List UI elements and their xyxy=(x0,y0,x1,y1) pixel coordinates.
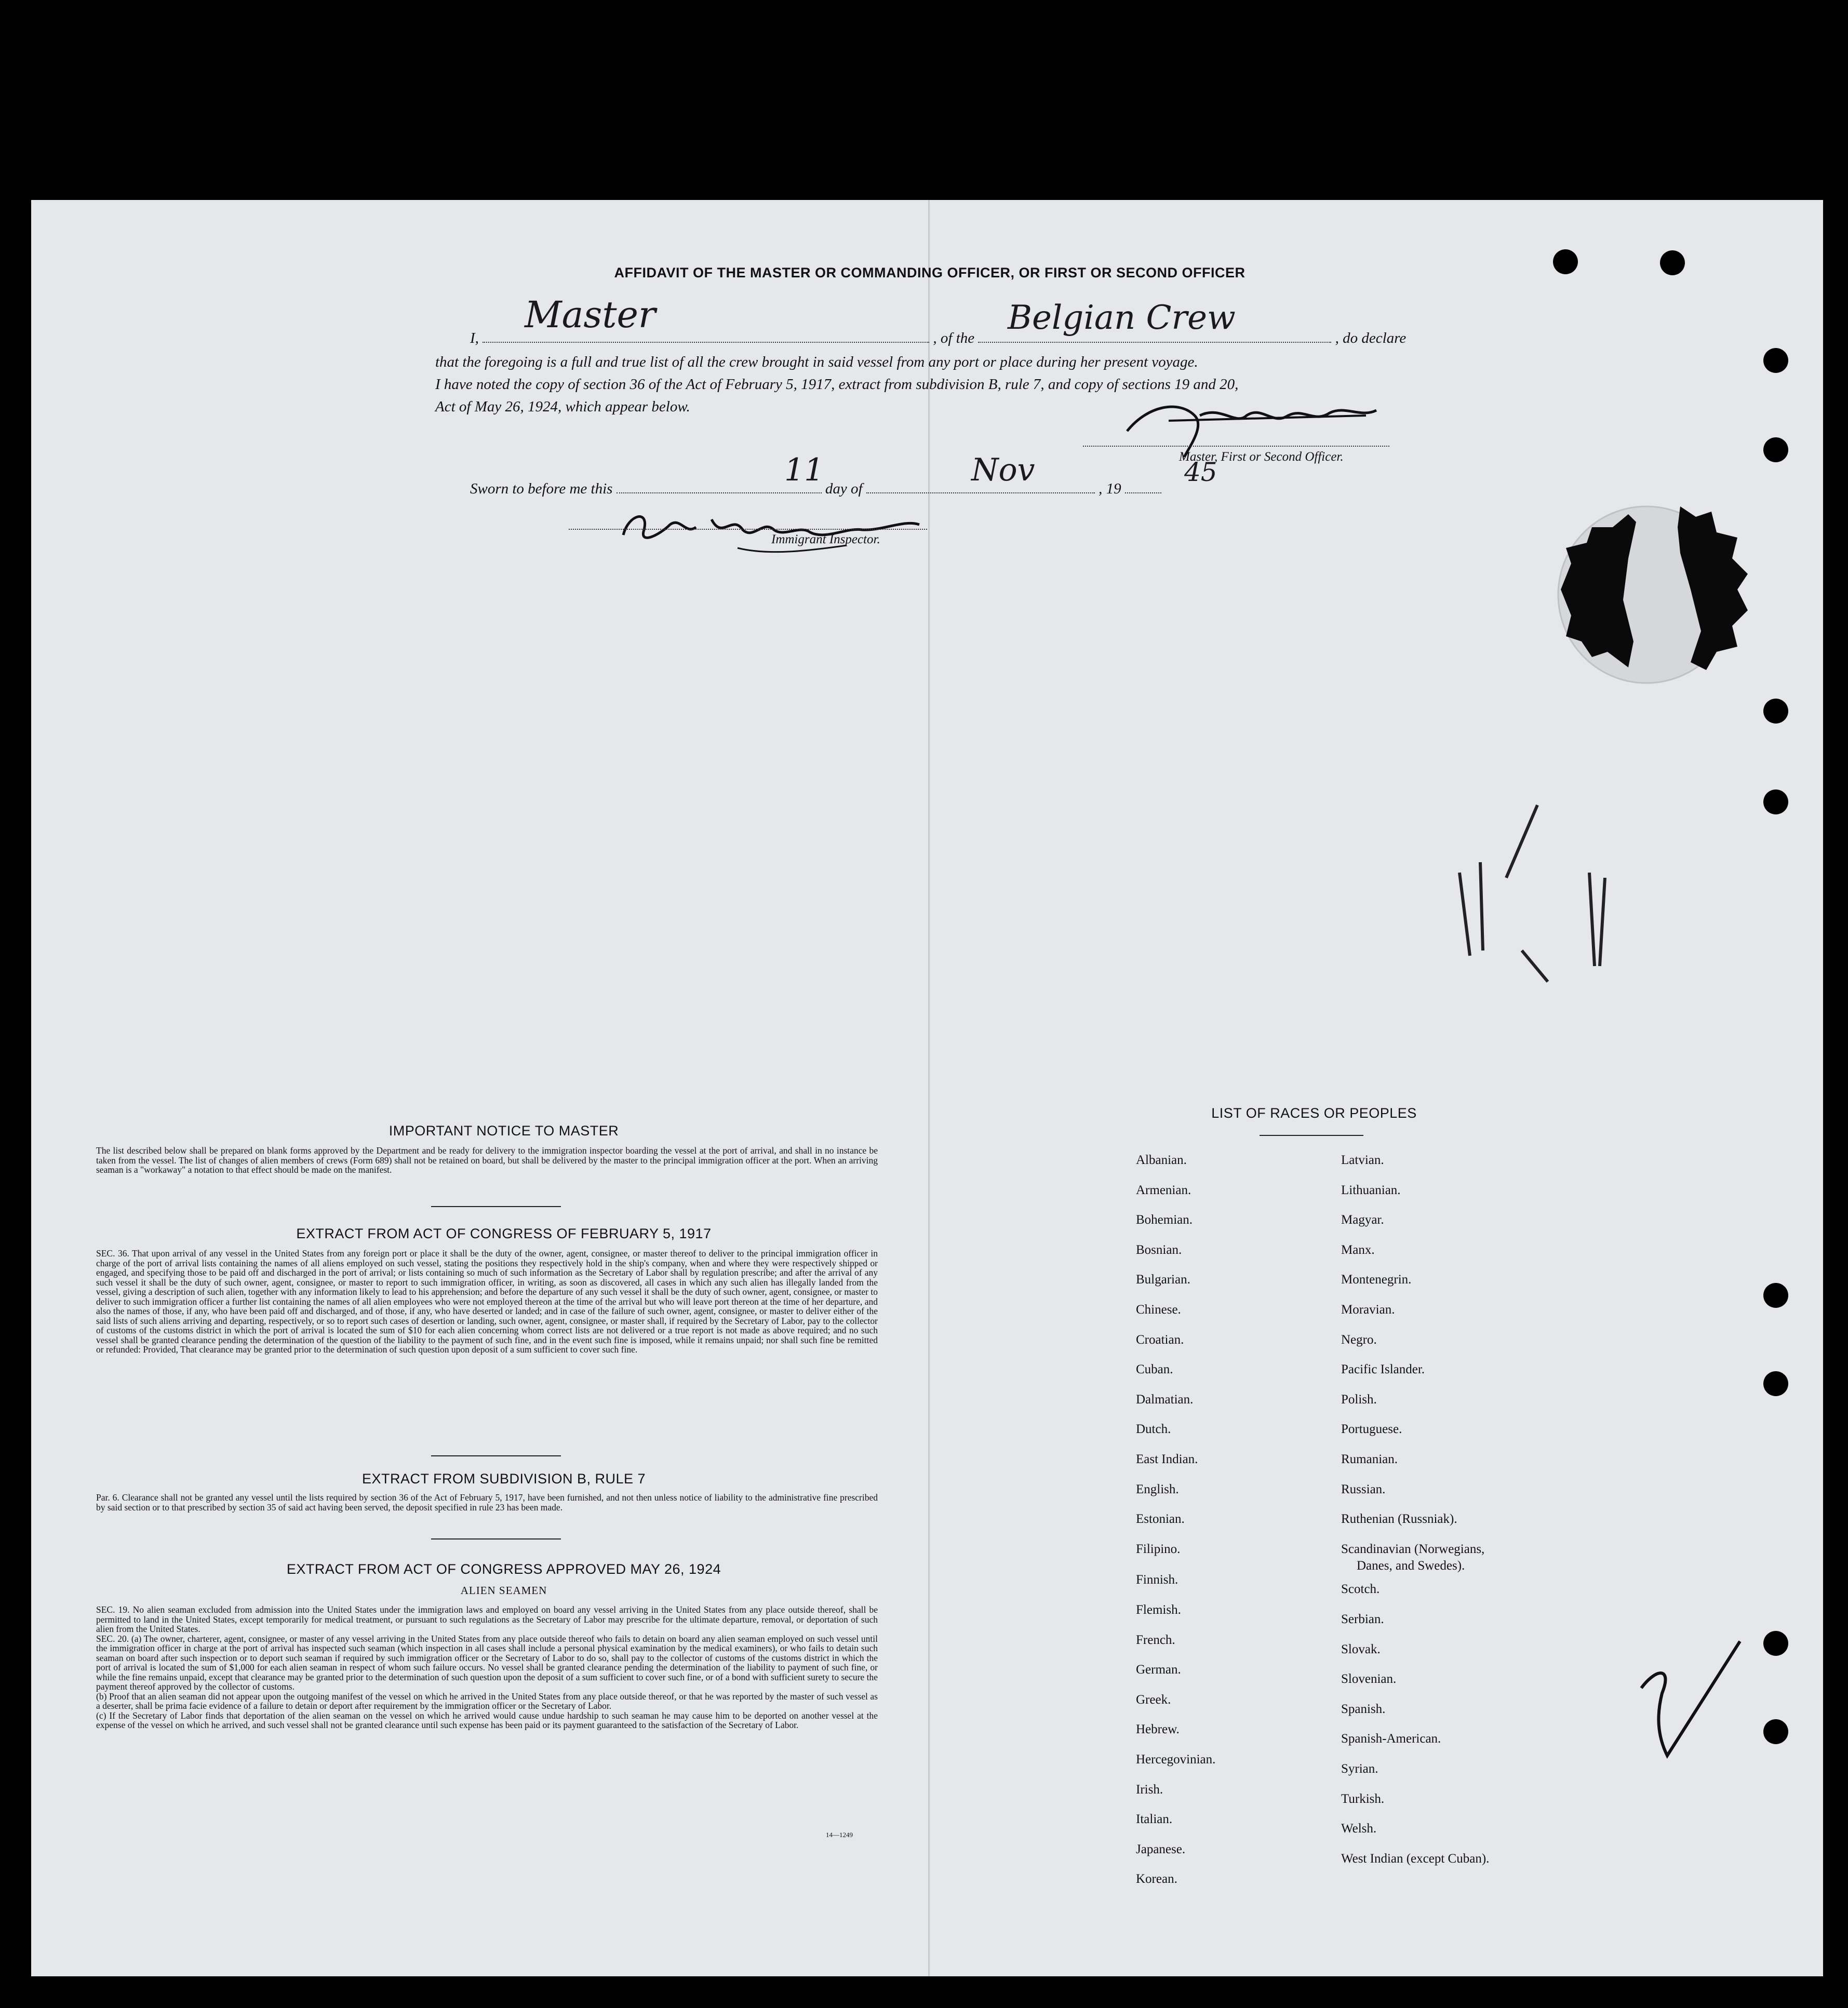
race-item: Serbian. xyxy=(1341,1612,1384,1626)
race-item: Lithuanian. xyxy=(1341,1183,1401,1197)
race-item: Albanian. xyxy=(1136,1153,1187,1167)
race-item: Spanish-American. xyxy=(1341,1732,1441,1746)
race-item: Greek. xyxy=(1136,1692,1171,1707)
race-item: Chinese. xyxy=(1136,1303,1181,1317)
race-item: German. xyxy=(1136,1663,1181,1677)
day-of-label: day of xyxy=(825,480,863,497)
embossed-seal xyxy=(1550,486,1758,704)
extract-1924-subtitle: ALIEN SEAMEN xyxy=(460,1584,547,1597)
of-the-label: , of the xyxy=(933,330,975,346)
i-label: I, xyxy=(470,330,479,346)
race-item: Armenian. xyxy=(1136,1183,1191,1197)
punch-hole xyxy=(1763,1371,1788,1396)
race-item: Welsh. xyxy=(1341,1822,1377,1836)
race-item: Dutch. xyxy=(1136,1422,1171,1437)
form-number: 14—1249 xyxy=(826,1831,853,1839)
divider xyxy=(431,1206,561,1207)
race-item: Hebrew. xyxy=(1136,1722,1180,1737)
race-item: Spanish. xyxy=(1341,1702,1386,1716)
handwritten-master: Master xyxy=(525,293,656,336)
notice-title: IMPORTANT NOTICE TO MASTER xyxy=(389,1123,619,1139)
punch-hole xyxy=(1553,249,1578,274)
punch-hole xyxy=(1763,1631,1788,1656)
divider xyxy=(431,1538,561,1540)
extract-1917-title: EXTRACT FROM ACT OF CONGRESS OF FEBRUARY 5, 1917 xyxy=(296,1226,712,1241)
race-item: Bosnian. xyxy=(1136,1242,1182,1257)
extract-1924-title: EXTRACT FROM ACT OF CONGRESS APPROVED MAY 26, 1924 xyxy=(286,1561,721,1577)
race-item: Japanese. xyxy=(1136,1842,1186,1856)
inspector-signature-line xyxy=(569,529,927,530)
sec-19-text: SEC. 19. No alien seaman excluded from admission into the United States under the immigration laws and employed on board any vessel arriving in the United States from any place outside thereof, shall be permitted to land in the United States, except temporarily for medical treatment, or pursuant to such regulations as the Secretary of Labor may prescribe for the ultimate departure, removal, or deportation of such alien from the United States. xyxy=(96,1604,878,1634)
race-item: French. xyxy=(1136,1632,1175,1647)
race-item: Cuban. xyxy=(1136,1362,1173,1377)
inspector-caption: Immigrant Inspector. xyxy=(771,532,880,546)
race-item: Finnish. xyxy=(1136,1573,1179,1587)
race-item: Bohemian. xyxy=(1136,1213,1193,1227)
notice-text: The list described below shall be prepared on blank forms approved by the Department and be ready for delivery to the immigration inspector boarding the vessel at the port of arrival, and shall in no instance be taken from the vessel. The list of changes of alien members of crews (Form 689) shall not be retained on board, but shall be delivered by the master to the principal immigration officer at the port. When an arriving seaman is a "workaway" a notation to that effect should be made on the manifest. xyxy=(96,1145,878,1175)
race-item: Korean. xyxy=(1136,1872,1177,1886)
affidavit-body-line-1: that the foregoing is a full and true list of all the crew brought in said vessel from any port or place during her present voyage. xyxy=(435,354,1198,370)
punch-hole xyxy=(1763,437,1788,462)
race-item: Russian. xyxy=(1341,1482,1386,1496)
sec-20b-text: (b) Proof that an alien seaman did not appear upon the outgoing manifest of the vessel on which he arrived in the United States from any place outside thereof, or that he was reported by the master of such vessel as a deserter, shall be prima facie evidence of a failure to detain or deport after requirement by the immigration officer or the Secretary of Labor. xyxy=(96,1691,878,1711)
sec-20c-text: (c) If the Secretary of Labor finds that deportation of the alien seaman on the vessel on which he arrived would cause undue hardship to such seaman he may cause him to be deported on another vessel at the expense of the vessel on which he arrived, and such vessel shall not be granted clearance until such expense has been paid or its payment guaranteed to the satisfaction of the Secretary of Labor. xyxy=(96,1710,878,1730)
punch-hole xyxy=(1763,789,1788,814)
race-item: West Indian (except Cuban). xyxy=(1341,1851,1490,1866)
race-item: Magyar. xyxy=(1341,1213,1384,1227)
handwritten-year: 45 xyxy=(1184,457,1217,487)
handwritten-month: Nov xyxy=(971,452,1035,488)
race-item: Filipino. xyxy=(1136,1542,1181,1556)
punch-hole xyxy=(1763,1719,1788,1744)
divider xyxy=(431,1455,561,1456)
affidavit-body-line-2: I have noted the copy of section 36 of the Act of February 5, 1917, extract from subdivision B, rule 7, and copy of sections 19 and 20, xyxy=(435,376,1239,393)
race-item: Irish. xyxy=(1136,1782,1163,1797)
race-item: Ruthenian (Russniak). xyxy=(1341,1512,1457,1527)
race-item: Bulgarian. xyxy=(1136,1273,1190,1287)
extract-1924-body xyxy=(96,1605,878,1730)
punch-hole xyxy=(1763,348,1788,373)
race-item: Manx. xyxy=(1341,1242,1375,1257)
race-item: Italian. xyxy=(1136,1812,1173,1827)
year-prefix: , 19 xyxy=(1099,480,1121,497)
rule7-text: Par. 6. Clearance shall not be granted any vessel until the lists required by section 36 of the Act of February 5, 1917, have been furnished, and not then unless notice of liability to the administrative fine prescribed by said section or to that prescribed by section 35 of said act having been served, the deposit specified in rule 23 has been made. xyxy=(96,1492,878,1512)
race-item: Estonian. xyxy=(1136,1512,1185,1527)
race-item: Syrian. xyxy=(1341,1762,1378,1776)
race-item: Rumanian. xyxy=(1341,1452,1398,1466)
affidavit-body-line-3: Act of May 26, 1924, which appear below. xyxy=(435,398,690,415)
race-item: English. xyxy=(1136,1482,1179,1496)
sworn-label: Sworn to before me this xyxy=(470,480,613,497)
punch-hole xyxy=(1660,250,1685,275)
center-fold xyxy=(928,200,930,1976)
race-item: East Indian. xyxy=(1136,1452,1198,1466)
extract-1917-text: SEC. 36. That upon arrival of any vessel in the United States from any foreign port or place it shall be the duty of the owner, agent, consignee, or master thereof to deliver to the principal immigration officer in charge of the port of arrival lists containing the names of all aliens employed on such vessel, stating the positions they respectively hold in the ship's company, when and where they were respectively shipped or engaged, and specifying those to be paid off and discharged in the port of arrival; or lists containing so much of such information as the Secretary of Labor shall by regulation prescribe; and after the arrival of any such vessel it shall be the duty of such owner, agent, consignee, or master to report to such immigration officer, in writing, as soon as discovered, all cases in which any such alien has illegally landed from the vessel, giving a description of such alien, together with any information likely to lead to his apprehension; and before the departure of any such vessel it shall be the duty of such owner, agent, consignee, or master to deliver to such immigration officer a further list containing the names of all alien employees who were not employed thereon at the time of the arrival but who will leave port thereon at the time of her departure, and also the names of those, if any, who have been paid off and discharged, and of those, if any, who have deserted or landed; and in case of the failure of such owner, agent, consignee, or master to deliver either of the said lists of such aliens arriving and departing, respectively, or so to report such cases of desertion or landing, such owner, agent, consignee, or master shall, if required by the Secretary of Labor, pay to the collector of customs of the customs district in which the port of arrival is located the sum of $10 for each alien concerning whom correct lists are not delivered or a true report is not made as above required; and no such vessel shall be granted clearance pending the determination of the question of the liability to the payment of such fine, and in the event such fine is imposed, while it remains unpaid; nor shall such fine be remitted or refunded: Provided, That clearance may be granted prior to the determination of such question upon deposit of a sum sufficient to cover such fine. xyxy=(96,1248,878,1355)
race-item: Portuguese. xyxy=(1341,1422,1402,1437)
affidavit-title: AFFIDAVIT OF THE MASTER OR COMMANDING OFFICER, OR FIRST OR SECOND OFFICER xyxy=(614,265,1246,280)
race-item: Moravian. xyxy=(1341,1303,1395,1317)
race-item: Flemish. xyxy=(1136,1603,1181,1617)
race-item: Turkish. xyxy=(1341,1791,1385,1806)
race-item: Hercegovinian. xyxy=(1136,1752,1216,1766)
race-item: Montenegrin. xyxy=(1341,1273,1412,1287)
inspector-signature xyxy=(602,499,956,561)
handwritten-day: 11 xyxy=(784,452,824,488)
punch-hole xyxy=(1763,1283,1788,1308)
handwritten-tally xyxy=(1444,795,1662,1013)
races-divider xyxy=(1260,1135,1363,1136)
sec-20a-text: SEC. 20. (a) The owner, charterer, agent, consignee, or master of any vessel arriving in the United States from any place outside thereof who fails to detain on board any alien seaman employed on such vessel until the immigration officer in charge at the port of arrival has inspected such seaman (which inspection in all cases shall include a personal physical examination by the medical examiners), or who fails to detain such seaman on board after such inspection or to deport such seaman if required by such immigration officer or the Secretary of Labor to do so, shall pay to the collector of customs of the customs district in which the port of arrival is located the sum of $1,000 for each alien seaman in respect of whom such failure occurs. No vessel shall be granted clearance pending the determination of the liability to payment of such fine, or while the fine remains unpaid, except that clearance may be granted prior to the determination of such question upon the deposit of a sum sufficient to cover such fine, or of a bond with sufficient surety to secure the payment thereof approved by the collector of customs. xyxy=(96,1633,878,1692)
do-declare-label: , do declare xyxy=(1335,330,1407,346)
master-caption: Master, First or Second Officer. xyxy=(1179,450,1344,464)
race-item: Latvian. xyxy=(1341,1153,1384,1167)
master-signature-line xyxy=(1083,446,1389,447)
rule7-title: EXTRACT FROM SUBDIVISION B, RULE 7 xyxy=(361,1471,646,1487)
handwritten-check xyxy=(1636,1636,1750,1761)
race-item: Scandinavian (Norwegians, xyxy=(1341,1542,1485,1556)
punch-hole xyxy=(1763,699,1788,724)
race-item: Polish. xyxy=(1341,1392,1377,1407)
handwritten-vessel: Belgian Crew xyxy=(1008,299,1236,337)
race-item: Negro. xyxy=(1341,1332,1377,1347)
race-item: Scotch. xyxy=(1341,1582,1380,1597)
races-title: LIST OF RACES OR PEOPLES xyxy=(1211,1105,1417,1121)
race-item: Dalmatian. xyxy=(1136,1392,1194,1407)
sworn-year-field[interactable] xyxy=(1125,477,1161,493)
race-item: Croatian. xyxy=(1136,1332,1184,1347)
race-item: Slovak. xyxy=(1341,1642,1381,1656)
race-item: Danes, and Swedes). xyxy=(1357,1558,1465,1573)
race-item: Slovenian. xyxy=(1341,1672,1397,1686)
race-item: Pacific Islander. xyxy=(1341,1362,1425,1377)
